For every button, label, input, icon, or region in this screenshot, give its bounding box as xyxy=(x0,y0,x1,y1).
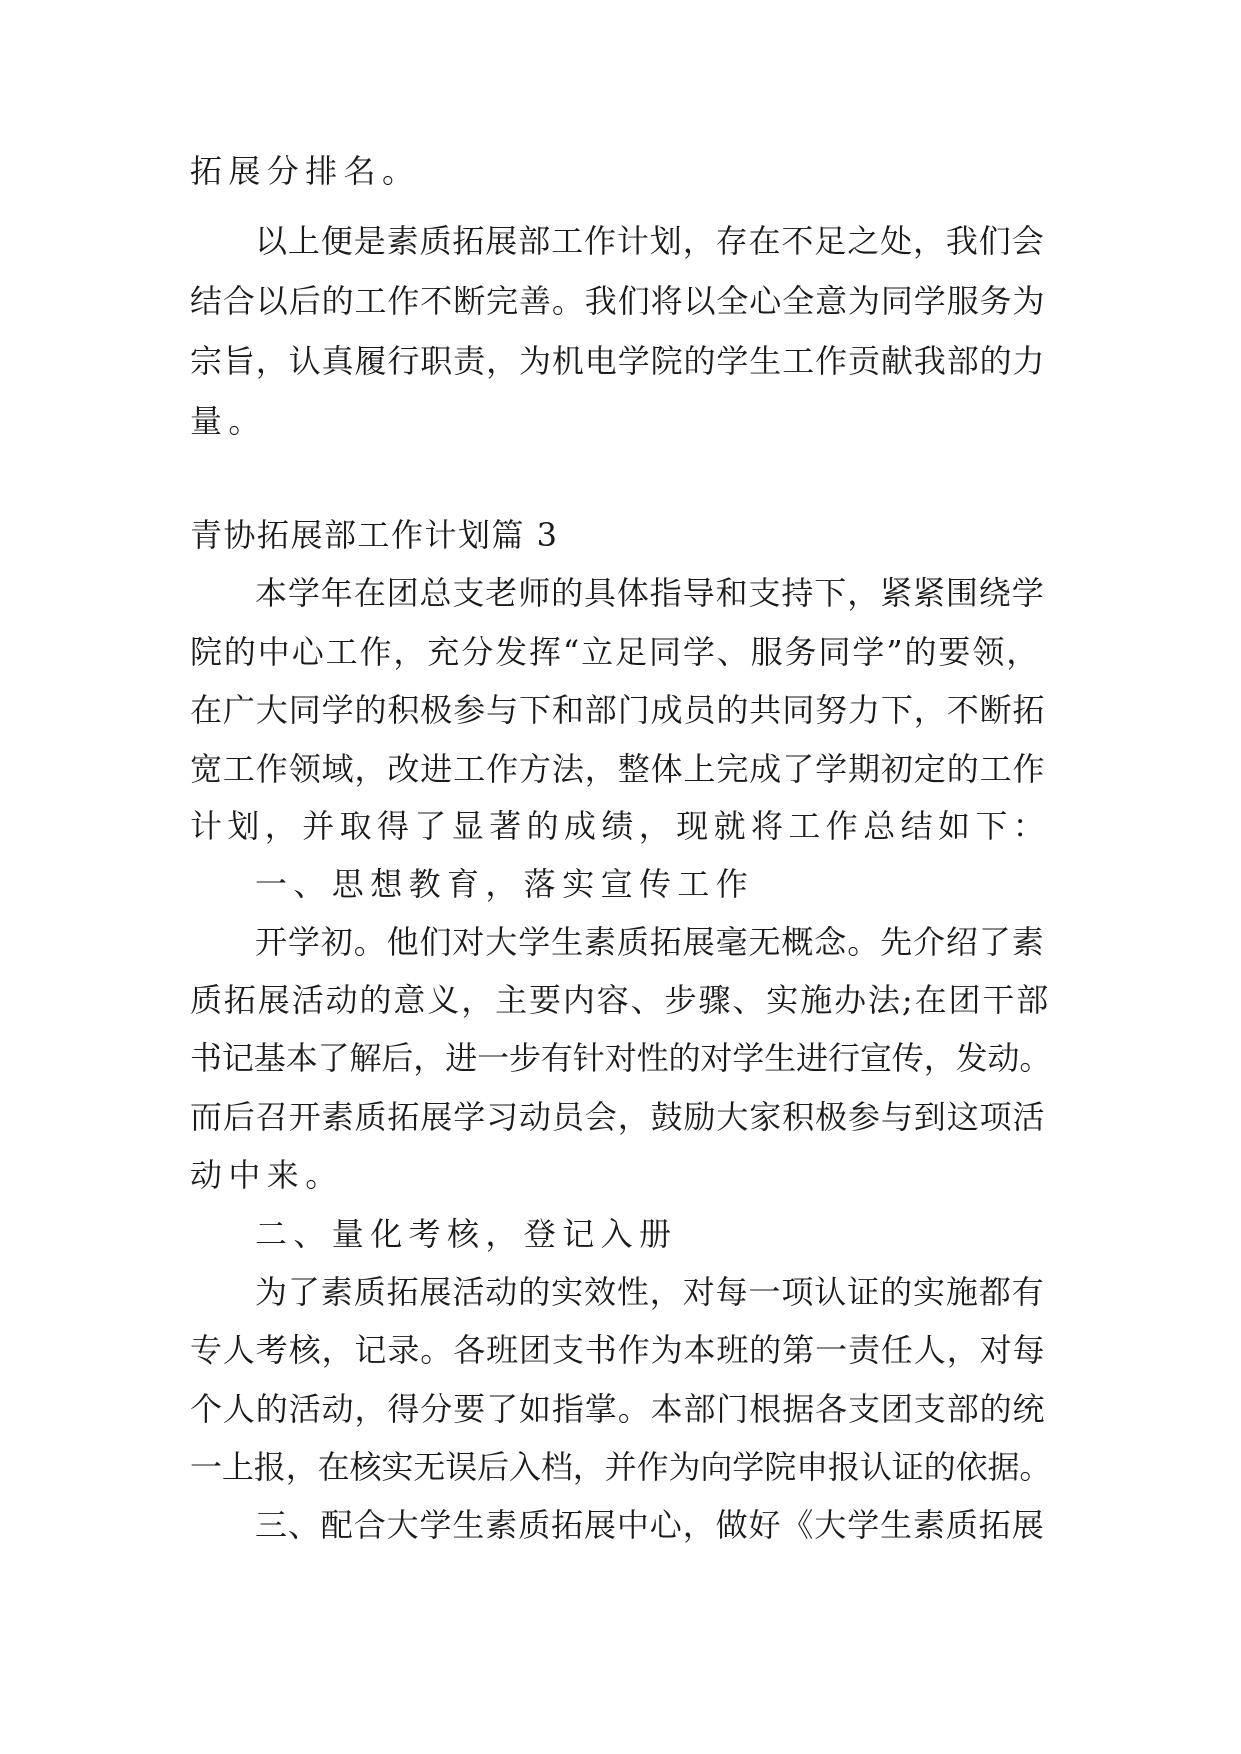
text-line: 个人的活动，得分要了如指掌。本部门根据各支团支部的统 xyxy=(190,1390,1046,1428)
text-line: 宽工作领域，改进工作方法，整体上完成了学期初定的工作 xyxy=(190,750,1046,788)
subsection-heading: 三、配合大学生素质拓展中心，做好《大学生素质拓展 xyxy=(255,1506,1045,1544)
subsection-heading: 二、量化考核，登记入册 xyxy=(255,1215,678,1253)
text-line: 质拓展活动的意义，主要内容、步骤、实施办法;在团干部 xyxy=(190,981,1051,1019)
text-line: 开学初。他们对大学生素质拓展毫无概念。先介绍了素 xyxy=(255,923,1045,961)
text-line: 一上报，在核实无误后入档，并作为向学院申报认证的依据。 xyxy=(190,1448,1052,1486)
text-line: 在广大同学的积极参与下和部门成员的共同努力下，不断拓 xyxy=(190,691,1046,729)
text-line: 为了素质拓展活动的实效性，对每一项认证的实施都有 xyxy=(255,1273,1045,1311)
text-line: 专人考核，记录。各班团支书作为本班的第一责任人，对每 xyxy=(190,1331,1046,1369)
text-line: 以上便是素质拓展部工作计划，存在不足之处，我们会 xyxy=(255,222,1045,260)
text-line: 本学年在团总支老师的具体指导和支持下，紧紧围绕学 xyxy=(255,574,1045,612)
text-line: 拓展分排名。 xyxy=(190,152,421,190)
section-title: 青协拓展部工作计划篇 3 xyxy=(190,516,559,554)
subsection-heading: 一、思想教育，落实宣传工作 xyxy=(255,865,755,903)
text-line: 动中来。 xyxy=(190,1156,344,1194)
text-line: 书记基本了解后，进一步有针对性的对学生进行宣传，发动。 xyxy=(190,1039,1052,1077)
text-line: 计划，并取得了显著的成绩，现就将工作总结如下： xyxy=(190,807,1051,845)
text-line: 院的中心工作，充分发挥“立足同学、服务同学”的要领， xyxy=(190,633,1041,671)
text-line: 宗旨，认真履行职责，为机电学院的学生工作贡献我部的力 xyxy=(190,342,1046,380)
text-line: 量。 xyxy=(190,402,267,440)
text-line: 而后召开素质拓展学习动员会，鼓励大家积极参与到这项活 xyxy=(190,1098,1046,1136)
text-line: 结合以后的工作不断完善。我们将以全心全意为同学服务为 xyxy=(190,282,1046,320)
